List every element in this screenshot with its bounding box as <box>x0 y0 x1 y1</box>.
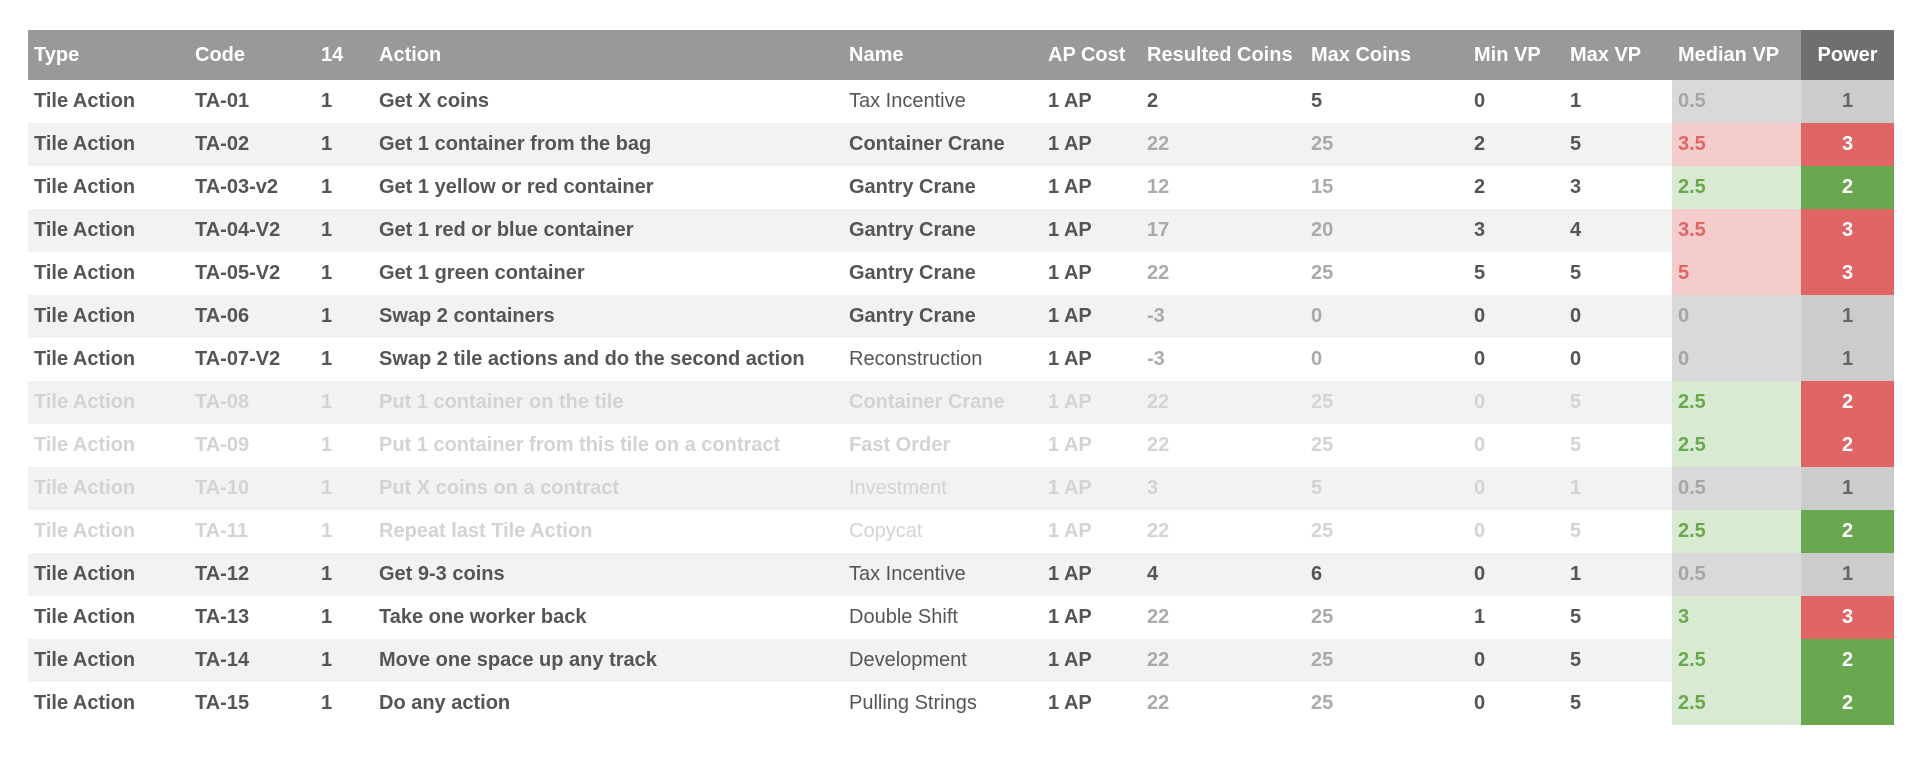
cell-median-vp[interactable]: 2.5 <box>1672 424 1801 467</box>
cell-median-vp[interactable]: 2.5 <box>1672 639 1801 682</box>
cell-min-vp[interactable]: 0 <box>1468 510 1564 553</box>
cell-max-vp[interactable]: 0 <box>1564 338 1672 381</box>
cell-type[interactable]: Tile Action <box>28 510 189 553</box>
cell-resulted-coins[interactable]: 12 <box>1141 166 1305 209</box>
cell-action[interactable]: Get 1 red or blue container <box>373 209 843 252</box>
col-header-ap-cost[interactable]: AP Cost <box>1042 30 1141 80</box>
table-row[interactable] <box>28 467 1894 510</box>
cell-action[interactable]: Put X coins on a contract <box>373 467 843 510</box>
cell-count[interactable]: 1 <box>315 424 373 467</box>
cell-name[interactable]: Gantry Crane <box>843 166 1042 209</box>
cell-power[interactable]: 2 <box>1801 510 1894 553</box>
col-header-code[interactable]: Code <box>189 30 315 80</box>
cell-power[interactable]: 3 <box>1801 209 1894 252</box>
cell-max-coins[interactable]: 15 <box>1305 166 1468 209</box>
cell-resulted-coins[interactable]: 22 <box>1141 510 1305 553</box>
tile-action-table <box>28 30 1894 725</box>
table-row[interactable] <box>28 123 1894 166</box>
cell-ap-cost[interactable]: 1 AP <box>1042 80 1141 123</box>
cell-code[interactable]: TA-07-V2 <box>189 338 315 381</box>
cell-max-coins[interactable]: 5 <box>1305 80 1468 123</box>
cell-resulted-coins[interactable]: 22 <box>1141 424 1305 467</box>
cell-median-vp[interactable]: 0.5 <box>1672 553 1801 596</box>
cell-median-vp[interactable]: 2.5 <box>1672 166 1801 209</box>
cell-count[interactable]: 1 <box>315 295 373 338</box>
cell-min-vp[interactable]: 1 <box>1468 596 1564 639</box>
cell-max-vp[interactable]: 5 <box>1564 123 1672 166</box>
cell-count[interactable]: 1 <box>315 80 373 123</box>
cell-name[interactable]: Reconstruction <box>843 338 1042 381</box>
cell-resulted-coins[interactable]: 22 <box>1141 252 1305 295</box>
cell-action[interactable]: Repeat last Tile Action <box>373 510 843 553</box>
table-row[interactable] <box>28 639 1894 682</box>
cell-resulted-coins[interactable]: -3 <box>1141 295 1305 338</box>
cell-power[interactable]: 2 <box>1801 166 1894 209</box>
cell-resulted-coins[interactable]: 3 <box>1141 467 1305 510</box>
cell-max-coins[interactable]: 0 <box>1305 338 1468 381</box>
cell-count[interactable]: 1 <box>315 467 373 510</box>
cell-min-vp[interactable]: 0 <box>1468 338 1564 381</box>
cell-code[interactable]: TA-13 <box>189 596 315 639</box>
cell-max-coins[interactable]: 0 <box>1305 295 1468 338</box>
cell-max-vp[interactable]: 1 <box>1564 80 1672 123</box>
cell-min-vp[interactable]: 0 <box>1468 424 1564 467</box>
cell-name[interactable]: Container Crane <box>843 381 1042 424</box>
col-header-action[interactable]: Action <box>373 30 843 80</box>
cell-code[interactable]: TA-10 <box>189 467 315 510</box>
cell-min-vp[interactable]: 0 <box>1468 381 1564 424</box>
table-row[interactable] <box>28 209 1894 252</box>
cell-name[interactable]: Pulling Strings <box>843 682 1042 725</box>
cell-median-vp[interactable]: 0.5 <box>1672 80 1801 123</box>
cell-min-vp[interactable]: 5 <box>1468 252 1564 295</box>
cell-count[interactable]: 1 <box>315 209 373 252</box>
cell-max-vp[interactable]: 5 <box>1564 639 1672 682</box>
cell-action[interactable]: Put 1 container from this tile on a contract <box>373 424 843 467</box>
cell-name[interactable]: Fast Order <box>843 424 1042 467</box>
table-body <box>28 80 1894 725</box>
cell-type[interactable]: Tile Action <box>28 381 189 424</box>
col-header-power[interactable]: Power <box>1801 30 1894 80</box>
cell-count[interactable]: 1 <box>315 682 373 725</box>
cell-ap-cost[interactable]: 1 AP <box>1042 166 1141 209</box>
cell-min-vp[interactable]: 0 <box>1468 682 1564 725</box>
cell-ap-cost[interactable]: 1 AP <box>1042 424 1141 467</box>
cell-resulted-coins[interactable]: 4 <box>1141 553 1305 596</box>
cell-resulted-coins[interactable]: 22 <box>1141 596 1305 639</box>
cell-ap-cost[interactable]: 1 AP <box>1042 252 1141 295</box>
cell-ap-cost[interactable]: 1 AP <box>1042 295 1141 338</box>
cell-max-coins[interactable]: 20 <box>1305 209 1468 252</box>
cell-median-vp[interactable]: 5 <box>1672 252 1801 295</box>
cell-code[interactable]: TA-01 <box>189 80 315 123</box>
cell-min-vp[interactable]: 0 <box>1468 639 1564 682</box>
cell-name[interactable]: Development <box>843 639 1042 682</box>
cell-ap-cost[interactable]: 1 AP <box>1042 596 1141 639</box>
cell-max-coins[interactable]: 6 <box>1305 553 1468 596</box>
cell-max-coins[interactable]: 25 <box>1305 510 1468 553</box>
header-row <box>28 30 1894 80</box>
cell-code[interactable]: TA-09 <box>189 424 315 467</box>
col-header-max-vp[interactable]: Max VP <box>1564 30 1672 80</box>
col-header-max-coins[interactable]: Max Coins <box>1305 30 1468 80</box>
cell-power[interactable]: 1 <box>1801 553 1894 596</box>
cell-action[interactable]: Get 1 yellow or red container <box>373 166 843 209</box>
cell-name[interactable]: Gantry Crane <box>843 209 1042 252</box>
cell-power[interactable]: 2 <box>1801 682 1894 725</box>
cell-type[interactable]: Tile Action <box>28 338 189 381</box>
table-row[interactable] <box>28 338 1894 381</box>
cell-max-vp[interactable]: 5 <box>1564 252 1672 295</box>
cell-name[interactable]: Investment <box>843 467 1042 510</box>
cell-resulted-coins[interactable]: 22 <box>1141 639 1305 682</box>
cell-median-vp[interactable]: 3 <box>1672 596 1801 639</box>
cell-count[interactable]: 1 <box>315 123 373 166</box>
cell-min-vp[interactable]: 0 <box>1468 467 1564 510</box>
cell-median-vp[interactable]: 2.5 <box>1672 381 1801 424</box>
cell-count[interactable]: 1 <box>315 166 373 209</box>
cell-code[interactable]: TA-06 <box>189 295 315 338</box>
cell-type[interactable]: Tile Action <box>28 166 189 209</box>
cell-code[interactable]: TA-12 <box>189 553 315 596</box>
cell-count[interactable]: 1 <box>315 596 373 639</box>
cell-power[interactable]: 3 <box>1801 252 1894 295</box>
cell-max-vp[interactable]: 5 <box>1564 510 1672 553</box>
cell-max-vp[interactable]: 5 <box>1564 424 1672 467</box>
cell-name[interactable]: Tax Incentive <box>843 80 1042 123</box>
cell-max-vp[interactable]: 0 <box>1564 295 1672 338</box>
cell-ap-cost[interactable]: 1 AP <box>1042 510 1141 553</box>
cell-count[interactable]: 1 <box>315 338 373 381</box>
cell-ap-cost[interactable]: 1 AP <box>1042 209 1141 252</box>
cell-resulted-coins[interactable]: 22 <box>1141 682 1305 725</box>
cell-action[interactable]: Swap 2 tile actions and do the second action <box>373 338 843 381</box>
cell-resulted-coins[interactable]: 22 <box>1141 381 1305 424</box>
cell-code[interactable]: TA-14 <box>189 639 315 682</box>
table-row[interactable] <box>28 682 1894 725</box>
cell-max-vp[interactable]: 5 <box>1564 596 1672 639</box>
cell-median-vp[interactable]: 3.5 <box>1672 209 1801 252</box>
table-row[interactable] <box>28 252 1894 295</box>
cell-code[interactable]: TA-05-V2 <box>189 252 315 295</box>
table-row[interactable] <box>28 424 1894 467</box>
cell-max-coins[interactable]: 25 <box>1305 123 1468 166</box>
cell-ap-cost[interactable]: 1 AP <box>1042 467 1141 510</box>
cell-ap-cost[interactable]: 1 AP <box>1042 553 1141 596</box>
cell-max-coins[interactable]: 5 <box>1305 467 1468 510</box>
cell-power[interactable]: 2 <box>1801 381 1894 424</box>
cell-count[interactable]: 1 <box>315 252 373 295</box>
cell-ap-cost[interactable]: 1 AP <box>1042 639 1141 682</box>
cell-code[interactable]: TA-08 <box>189 381 315 424</box>
cell-power[interactable]: 1 <box>1801 338 1894 381</box>
cell-name[interactable]: Copycat <box>843 510 1042 553</box>
cell-max-coins[interactable]: 25 <box>1305 682 1468 725</box>
table-row[interactable] <box>28 166 1894 209</box>
cell-count[interactable]: 1 <box>315 639 373 682</box>
cell-name[interactable]: Tax Incentive <box>843 553 1042 596</box>
cell-name[interactable]: Gantry Crane <box>843 252 1042 295</box>
cell-power[interactable]: 1 <box>1801 295 1894 338</box>
col-header-type[interactable]: Type <box>28 30 189 80</box>
table-header <box>28 30 1894 80</box>
cell-power[interactable]: 2 <box>1801 424 1894 467</box>
cell-max-coins[interactable]: 25 <box>1305 381 1468 424</box>
table-row[interactable] <box>28 295 1894 338</box>
cell-count[interactable]: 1 <box>315 510 373 553</box>
cell-action[interactable]: Get X coins <box>373 80 843 123</box>
cell-min-vp[interactable]: 0 <box>1468 295 1564 338</box>
cell-action[interactable]: Swap 2 containers <box>373 295 843 338</box>
cell-type[interactable]: Tile Action <box>28 682 189 725</box>
table-row[interactable] <box>28 80 1894 123</box>
cell-name[interactable]: Double Shift <box>843 596 1042 639</box>
cell-action[interactable]: Move one space up any track <box>373 639 843 682</box>
cell-ap-cost[interactable]: 1 AP <box>1042 381 1141 424</box>
cell-type[interactable]: Tile Action <box>28 553 189 596</box>
cell-power[interactable]: 3 <box>1801 596 1894 639</box>
cell-power[interactable]: 3 <box>1801 123 1894 166</box>
spreadsheet <box>28 30 1894 725</box>
cell-count[interactable]: 1 <box>315 381 373 424</box>
cell-median-vp[interactable]: 0 <box>1672 295 1801 338</box>
cell-type[interactable]: Tile Action <box>28 424 189 467</box>
cell-code[interactable]: TA-02 <box>189 123 315 166</box>
cell-action[interactable]: Take one worker back <box>373 596 843 639</box>
cell-median-vp[interactable]: 2.5 <box>1672 510 1801 553</box>
cell-name[interactable]: Container Crane <box>843 123 1042 166</box>
cell-max-vp[interactable]: 5 <box>1564 381 1672 424</box>
cell-max-coins[interactable]: 25 <box>1305 252 1468 295</box>
cell-action[interactable]: Get 9-3 coins <box>373 553 843 596</box>
cell-action[interactable]: Put 1 container on the tile <box>373 381 843 424</box>
cell-ap-cost[interactable]: 1 AP <box>1042 682 1141 725</box>
cell-type[interactable]: Tile Action <box>28 596 189 639</box>
table-row[interactable] <box>28 553 1894 596</box>
cell-name[interactable]: Gantry Crane <box>843 295 1042 338</box>
cell-resulted-coins[interactable]: 17 <box>1141 209 1305 252</box>
cell-max-coins[interactable]: 25 <box>1305 596 1468 639</box>
cell-count[interactable]: 1 <box>315 553 373 596</box>
cell-median-vp[interactable]: 3.5 <box>1672 123 1801 166</box>
cell-max-vp[interactable]: 5 <box>1564 682 1672 725</box>
cell-median-vp[interactable]: 0.5 <box>1672 467 1801 510</box>
cell-type[interactable]: Tile Action <box>28 467 189 510</box>
col-header-name[interactable]: Name <box>843 30 1042 80</box>
col-header-count[interactable]: 14 <box>315 30 373 80</box>
cell-min-vp[interactable]: 0 <box>1468 80 1564 123</box>
cell-type[interactable]: Tile Action <box>28 123 189 166</box>
cell-median-vp[interactable]: 0 <box>1672 338 1801 381</box>
cell-ap-cost[interactable]: 1 AP <box>1042 123 1141 166</box>
cell-max-vp[interactable]: 4 <box>1564 209 1672 252</box>
table-row[interactable] <box>28 510 1894 553</box>
table-row[interactable] <box>28 381 1894 424</box>
cell-action[interactable]: Get 1 container from the bag <box>373 123 843 166</box>
cell-type[interactable]: Tile Action <box>28 209 189 252</box>
table-row[interactable] <box>28 596 1894 639</box>
cell-code[interactable]: TA-04-V2 <box>189 209 315 252</box>
cell-type[interactable]: Tile Action <box>28 295 189 338</box>
cell-ap-cost[interactable]: 1 AP <box>1042 338 1141 381</box>
cell-power[interactable]: 2 <box>1801 639 1894 682</box>
cell-code[interactable]: TA-03-v2 <box>189 166 315 209</box>
cell-code[interactable]: TA-15 <box>189 682 315 725</box>
cell-max-coins[interactable]: 25 <box>1305 424 1468 467</box>
col-header-min-vp[interactable]: Min VP <box>1468 30 1564 80</box>
cell-min-vp[interactable]: 0 <box>1468 553 1564 596</box>
cell-median-vp[interactable]: 2.5 <box>1672 682 1801 725</box>
cell-type[interactable]: Tile Action <box>28 252 189 295</box>
cell-code[interactable]: TA-11 <box>189 510 315 553</box>
cell-resulted-coins[interactable]: -3 <box>1141 338 1305 381</box>
cell-type[interactable]: Tile Action <box>28 639 189 682</box>
cell-resulted-coins[interactable]: 2 <box>1141 80 1305 123</box>
col-header-resulted-coins[interactable]: Resulted Coins <box>1141 30 1305 80</box>
cell-min-vp[interactable]: 2 <box>1468 166 1564 209</box>
cell-max-vp[interactable]: 3 <box>1564 166 1672 209</box>
cell-min-vp[interactable]: 3 <box>1468 209 1564 252</box>
cell-max-coins[interactable]: 25 <box>1305 639 1468 682</box>
cell-power[interactable]: 1 <box>1801 467 1894 510</box>
cell-resulted-coins[interactable]: 22 <box>1141 123 1305 166</box>
cell-max-vp[interactable]: 1 <box>1564 467 1672 510</box>
cell-power[interactable]: 1 <box>1801 80 1894 123</box>
cell-min-vp[interactable]: 2 <box>1468 123 1564 166</box>
cell-action[interactable]: Get 1 green container <box>373 252 843 295</box>
cell-type[interactable]: Tile Action <box>28 80 189 123</box>
col-header-median-vp[interactable]: Median VP <box>1672 30 1801 80</box>
cell-max-vp[interactable]: 1 <box>1564 553 1672 596</box>
cell-action[interactable]: Do any action <box>373 682 843 725</box>
